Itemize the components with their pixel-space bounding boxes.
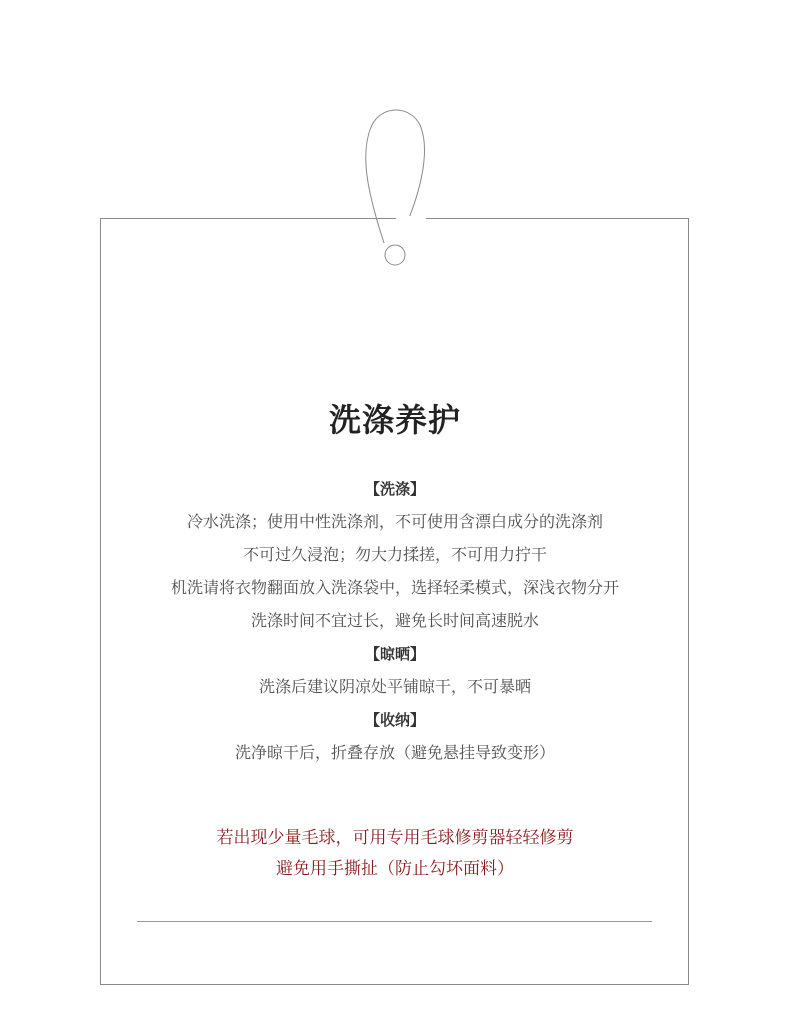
- note-line-1: 若出现少量毛球，可用专用毛球修剪器轻轻修剪: [216, 828, 574, 848]
- washing-line-3: 机洗请将衣物翻面放入洗涤袋中，选择轻柔模式，深浅衣物分开: [170, 578, 619, 597]
- pilling-notes: [0, 825, 790, 887]
- section-heading-storage: 【收纳】: [364, 711, 425, 729]
- page-title: 洗涤养护: [328, 401, 461, 439]
- section-heading-washing: 【洗涤】: [364, 480, 425, 498]
- section-heading-drying: 【晾晒】: [364, 645, 425, 663]
- washing-line-2: 不可过久浸泡；勿大力揉搓，不可用力拧干: [242, 545, 547, 564]
- washing-line-1: 冷水洗涤；使用中性洗涤剂，不可使用含漂白成分的洗涤剂: [186, 512, 603, 531]
- hang-tag-string-icon: [360, 100, 430, 275]
- care-instructions: [0, 477, 790, 774]
- drying-line: 洗涤后建议阴凉处平铺晾干，不可暴晒: [258, 677, 531, 696]
- divider: [137, 921, 652, 922]
- note-line-2: 避免用手撕扯（防止勾坏面料）: [276, 859, 514, 879]
- washing-line-4: 洗涤时间不宜过长，避免长时间高速脱水: [250, 611, 539, 630]
- storage-line: 洗净晾干后，折叠存放（避免悬挂导致变形）: [234, 743, 555, 762]
